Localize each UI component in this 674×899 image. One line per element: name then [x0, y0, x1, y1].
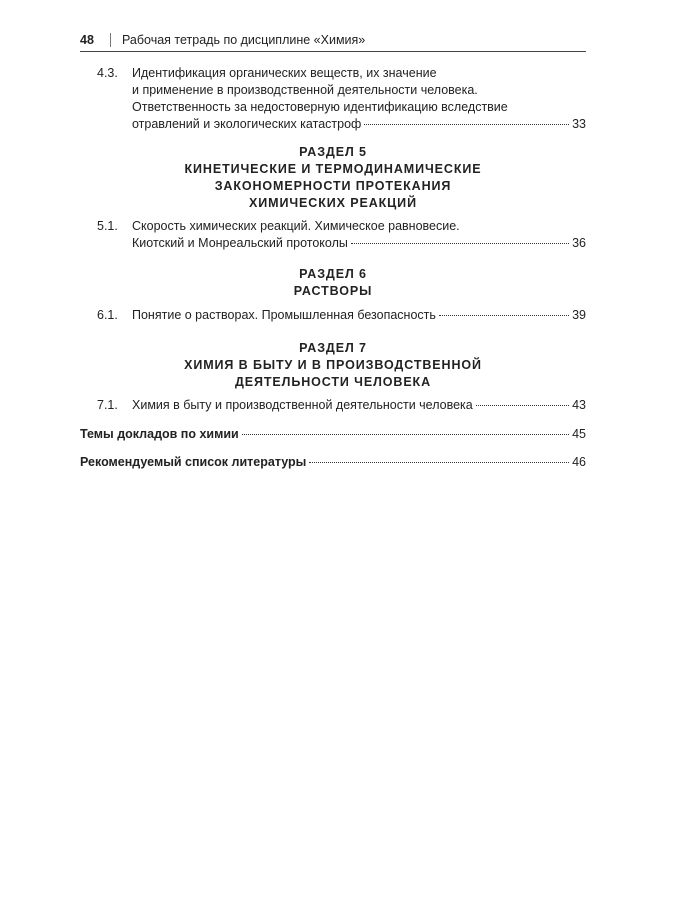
section-label: РАЗДЕЛ 5 — [299, 145, 367, 159]
toc-entry-topics[interactable] — [80, 426, 586, 443]
entry-text-line: Скорость химических реакций. Химическое равновесие. — [132, 219, 460, 233]
entry-page: 46 — [572, 455, 586, 469]
section-6-heading — [80, 266, 586, 300]
section-title-line: КИНЕТИЧЕСКИЕ И ТЕРМОДИНАМИЧЕСКИЕ — [184, 162, 482, 176]
entry-text-line: и применение в производственной деятельности человека. — [132, 83, 478, 97]
entry-number: 6.1. — [97, 308, 118, 322]
toc-entry-literature[interactable] — [80, 454, 586, 471]
section-5-heading — [80, 144, 586, 212]
entry-text-line: Ответственность за недостоверную идентификацию вследствие — [132, 100, 508, 114]
dot-leader — [439, 314, 569, 316]
entry-page: 36 — [572, 236, 586, 250]
section-title-line: ЗАКОНОМЕРНОСТИ ПРОТЕКАНИЯ — [214, 179, 452, 193]
running-title: Рабочая тетрадь по дисциплине «Химия» — [122, 33, 366, 47]
entry-number: 7.1. — [97, 398, 118, 412]
page-number: 48 — [80, 33, 94, 47]
section-title-line: ХИМИЯ В БЫТУ И В ПРОИЗВОДСТВЕННОЙ — [184, 358, 482, 372]
section-title-line: ДЕЯТЕЛЬНОСТИ ЧЕЛОВЕКА — [234, 375, 432, 389]
entry-number: 4.3. — [97, 66, 118, 80]
entry-number: 5.1. — [97, 219, 118, 233]
entry-text-line: Понятие о растворах. Промышленная безопасность — [132, 308, 436, 322]
dot-leader — [242, 433, 569, 435]
entry-text-line: Киотский и Монреальский протоколы — [132, 236, 348, 250]
dot-leader — [364, 123, 569, 125]
section-label: РАЗДЕЛ 6 — [299, 267, 367, 281]
entry-text-line: Рекомендуемый список литературы — [80, 455, 307, 469]
header-separator — [110, 33, 111, 47]
dot-leader — [351, 242, 569, 244]
dot-leader — [476, 404, 569, 406]
dot-leader — [309, 461, 569, 463]
entry-text-line: Идентификация органических веществ, их значение — [132, 66, 437, 80]
running-header — [80, 33, 586, 55]
entry-text-line: Темы докладов по химии — [80, 427, 239, 441]
header-rule — [80, 51, 586, 52]
entry-page: 43 — [572, 398, 586, 412]
entry-text-line: отравлений и экологических катастроф — [132, 117, 362, 131]
entry-text-line: Химия в быту и производственной деятельности человека — [132, 398, 473, 412]
section-title-line: РАСТВОРЫ — [293, 284, 373, 298]
section-label: РАЗДЕЛ 7 — [299, 341, 367, 355]
section-title-line: ХИМИЧЕСКИХ РЕАКЦИЙ — [249, 196, 417, 210]
entry-page: 45 — [572, 427, 586, 441]
section-7-heading — [80, 340, 586, 391]
entry-page: 39 — [572, 308, 586, 322]
entry-page: 33 — [572, 117, 586, 131]
